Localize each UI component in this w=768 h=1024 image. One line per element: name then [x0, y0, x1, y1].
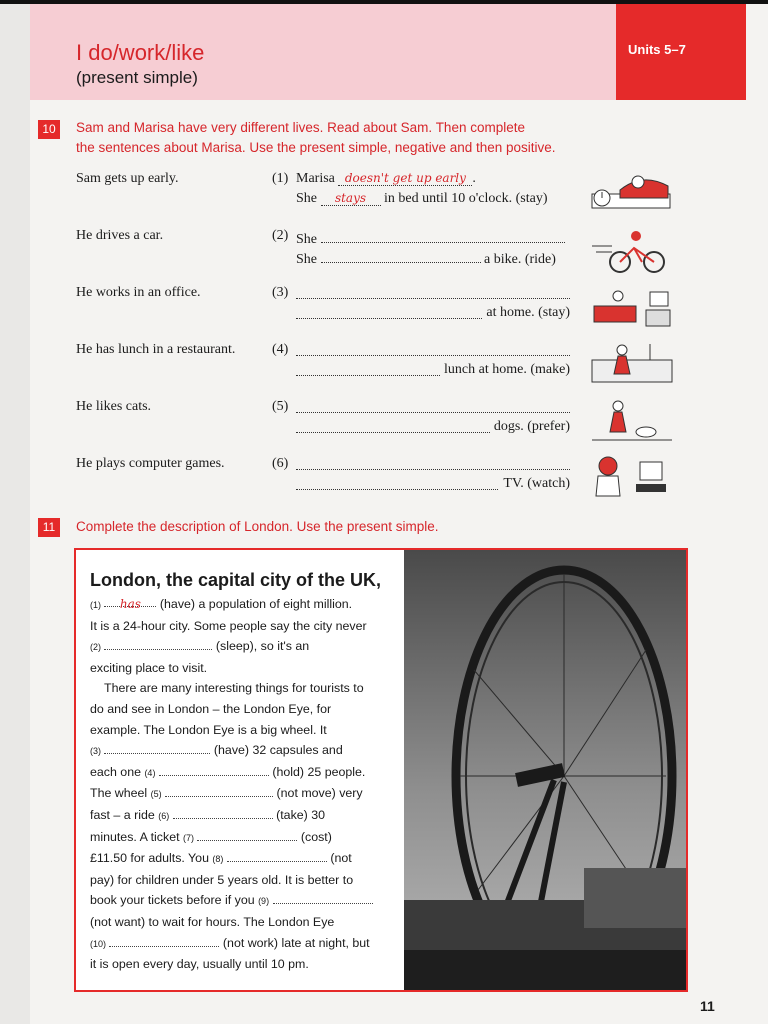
london-title: London, the capital city of the UK,	[90, 570, 382, 590]
line-end: TV. (watch)	[499, 476, 570, 492]
text-line: (not work) late at night, but	[222, 935, 370, 950]
dog-walking-illustration	[590, 398, 674, 446]
line-prefix: Marisa	[296, 171, 335, 186]
blank-number: (6)	[158, 810, 170, 821]
page-title: I do/work/like	[76, 40, 205, 65]
text-line: (have) 32 capsules and	[213, 743, 343, 758]
sleeping-in-bed-illustration	[590, 168, 674, 216]
text-line: (not	[330, 851, 352, 866]
line-prefix: She	[296, 232, 317, 247]
answer-blank[interactable]	[321, 248, 481, 263]
text-line: pay) for children under 5 years old. It is better to	[90, 872, 354, 887]
answer-blank[interactable]	[321, 228, 565, 243]
answer-blank[interactable]	[227, 849, 327, 862]
text-line: (cost)	[300, 829, 332, 844]
instruction-line-1: Sam and Marisa have very different lives. Read about Sam. Then complete	[76, 120, 525, 135]
text-line: (not want) to wait for hours. The London Eye	[90, 914, 335, 929]
text-line: The wheel	[90, 786, 148, 801]
text-line: fast – a ride	[90, 807, 155, 822]
answer-blank[interactable]	[159, 763, 269, 776]
text-line: example. The London Eye is a big wheel. It	[90, 722, 327, 737]
answer-line-2[interactable]	[296, 419, 570, 439]
answer-blank[interactable]	[104, 594, 156, 611]
answer-blank[interactable]	[197, 828, 297, 841]
answer-line-2[interactable]	[296, 305, 570, 325]
text-line: (take) 30	[276, 807, 326, 822]
item-number: (6)	[272, 456, 289, 471]
london-reading-box	[74, 548, 688, 992]
answer-line-2[interactable]	[296, 362, 570, 382]
text-line: There are many interesting things for tourists to	[104, 681, 364, 696]
blank-number: (3)	[90, 746, 101, 757]
text-line: it is open every day, usually until 10 pm.	[90, 957, 309, 972]
line-prefix: She	[296, 191, 317, 206]
line-end: at home. (stay)	[482, 305, 570, 321]
sam-sentence: He has lunch in a restaurant.	[76, 342, 236, 357]
text-line: (have) a population of eight million.	[159, 597, 353, 611]
exercise-11-instruction: Complete the description of London. Use the present simple.	[76, 519, 439, 534]
cooking-illustration	[590, 340, 674, 388]
blank-number: (4)	[144, 767, 156, 778]
text-line: (hold) 25 people.	[272, 764, 366, 779]
line-end: dogs. (prefer)	[490, 419, 570, 435]
units-tab	[616, 4, 746, 100]
answer-line-1	[296, 171, 570, 191]
blank-number: (9)	[258, 896, 270, 907]
answer-line-1[interactable]	[296, 342, 570, 362]
blank-number: (1)	[90, 600, 101, 610]
exercise-11-number: 11	[38, 518, 60, 537]
answer-line-1[interactable]	[296, 456, 570, 476]
text-line: each one	[90, 764, 141, 779]
handwritten-answer: doesn't get up early	[344, 171, 466, 185]
blank-number: (8)	[212, 854, 224, 865]
answer-blank[interactable]	[109, 934, 219, 947]
page-number: 11	[700, 998, 715, 1014]
sam-sentence: He plays computer games.	[76, 456, 225, 471]
page-edge	[0, 4, 30, 1024]
instruction-line-2: the sentences about Marisa. Use the present simple, negative and then positive.	[76, 140, 556, 155]
line-suffix: .	[472, 171, 476, 186]
page-subtitle: (present simple)	[76, 68, 198, 87]
answer-blank[interactable]	[104, 637, 212, 650]
sam-sentence: He works in an office.	[76, 285, 201, 300]
answer-blank[interactable]	[296, 469, 570, 470]
line-end: a bike. (ride)	[484, 252, 556, 267]
text-line: exciting place to visit.	[90, 660, 208, 675]
blank-number: (10)	[90, 938, 107, 949]
item-number: (2)	[272, 228, 289, 243]
item-number: (1)	[272, 171, 289, 186]
sam-sentence: He likes cats.	[76, 399, 152, 414]
answer-line-2	[296, 191, 570, 211]
sam-sentence: He drives a car.	[76, 228, 164, 243]
blank-number: (5)	[150, 789, 162, 800]
text-line: (sleep), so it's an	[215, 639, 310, 654]
line-end: lunch at home. (make)	[440, 362, 570, 378]
answer-line-2[interactable]	[296, 248, 570, 268]
text-line: book your tickets before if you	[90, 893, 255, 908]
answer-blank[interactable]	[296, 298, 570, 299]
exercise-10-instruction	[76, 118, 596, 158]
home-relaxing-illustration	[590, 284, 674, 332]
answer-line-1[interactable]	[296, 399, 570, 419]
exercise-10-number: 10	[38, 120, 60, 139]
answer-blank[interactable]	[296, 355, 570, 356]
text-line: do and see in London – the London Eye, for	[90, 701, 332, 716]
answer-blank[interactable]	[296, 412, 570, 413]
london-text	[90, 568, 390, 975]
line-end: in bed until 10 o'clock. (stay)	[384, 191, 548, 206]
line-prefix: She	[296, 252, 317, 267]
item-number: (3)	[272, 285, 289, 300]
answer-blank[interactable]	[173, 806, 273, 819]
text-line: It is a 24-hour city. Some people say the city never	[90, 618, 367, 633]
sam-sentence: Sam gets up early.	[76, 171, 179, 186]
cyclist-illustration	[590, 228, 674, 276]
answer-blank[interactable]	[273, 891, 373, 904]
blank-number: (2)	[90, 642, 101, 653]
answer-line-2[interactable]	[296, 476, 570, 496]
answer-blank[interactable]	[338, 171, 472, 186]
item-number: (4)	[272, 342, 289, 357]
text-line: minutes. A ticket	[90, 829, 180, 844]
answer-line-1[interactable]	[296, 228, 570, 248]
text-line: (not move) very	[276, 786, 363, 801]
london-eye-photo	[404, 550, 686, 990]
answer-blank[interactable]	[104, 741, 210, 754]
handwritten-answer: has	[119, 597, 141, 611]
blank-number: (7)	[182, 832, 194, 843]
item-number: (5)	[272, 399, 289, 414]
units-label: Units 5–7	[628, 42, 686, 57]
watching-tv-illustration	[590, 452, 674, 500]
answer-blank[interactable]	[165, 784, 273, 797]
answer-blank[interactable]	[321, 191, 381, 206]
handwritten-answer: stays	[334, 191, 367, 205]
text-line: £11.50 for adults. You	[90, 851, 209, 866]
answer-line-1[interactable]	[296, 285, 570, 305]
